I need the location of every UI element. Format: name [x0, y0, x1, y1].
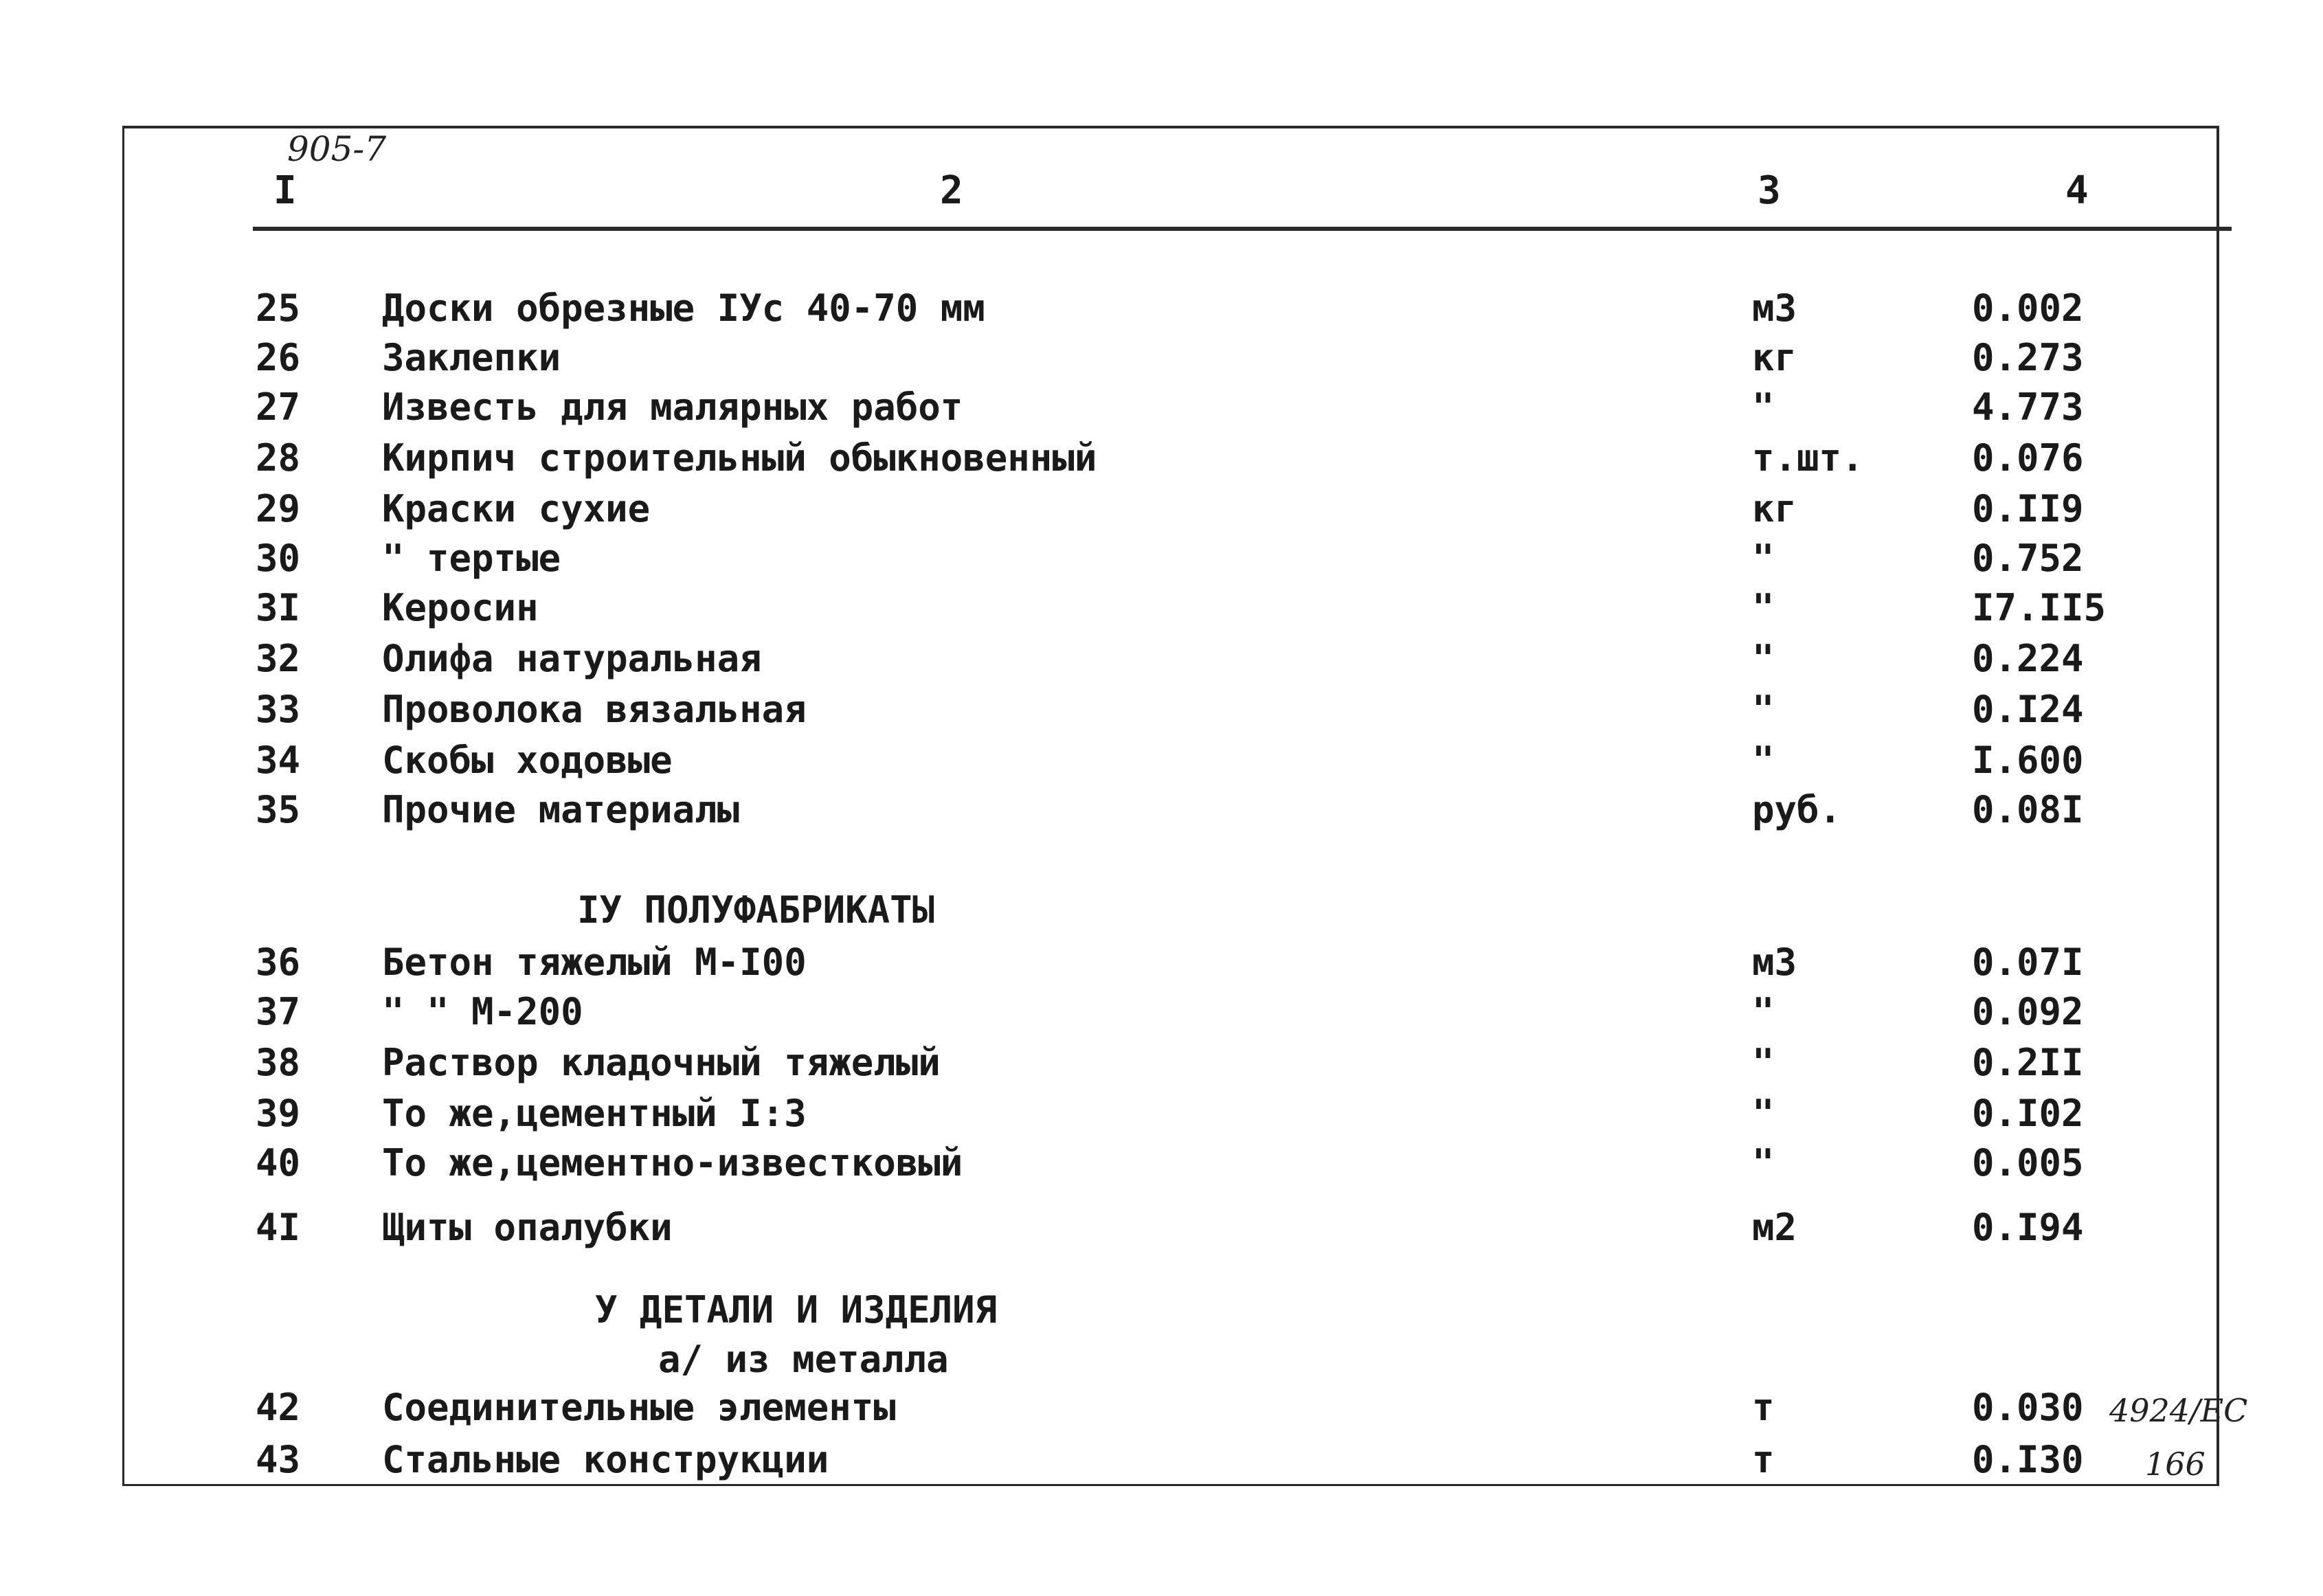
section-iv-title: IУ ПОЛУФАБРИКАТЫ	[577, 888, 935, 932]
header-col-4: 4	[2065, 168, 2089, 213]
row-unit: т	[1752, 1438, 1775, 1481]
row-unit: "	[1752, 637, 1775, 680]
row-number: 37	[256, 990, 301, 1033]
row-name: Стальные конструкции	[382, 1438, 829, 1481]
row-number: 36	[256, 941, 301, 984]
row-unit: "	[1752, 1041, 1775, 1084]
section-v-title: У ДЕТАЛИ И ИЗДЕЛИЯ	[595, 1288, 998, 1331]
header-col-1: I	[273, 168, 297, 213]
page-number: 166	[2145, 1446, 2206, 1483]
row-name: Щиты опалубки	[382, 1206, 673, 1249]
row-unit: "	[1752, 385, 1775, 429]
row-name: Проволока вязальная	[382, 688, 807, 731]
row-name: Известь для малярных работ	[382, 385, 963, 429]
row-unit: "	[1752, 1141, 1775, 1184]
row-quantity: 0.II9	[1972, 487, 2084, 530]
row-unit: т.шт.	[1752, 436, 1864, 480]
row-unit: "	[1752, 1092, 1775, 1135]
row-name: Скобы ходовые	[382, 739, 673, 782]
row-unit: "	[1752, 586, 1775, 629]
row-name: Бетон тяжелый М-I00	[382, 941, 807, 984]
row-unit: м3	[1752, 941, 1797, 984]
row-name: Керосин	[382, 586, 539, 629]
section-v-subtitle: а/ из металла	[658, 1338, 949, 1381]
row-quantity: I.600	[1972, 739, 2084, 782]
frame-bottom-line	[122, 1484, 2218, 1486]
row-name: " тертые	[382, 537, 561, 580]
row-quantity: 0.002	[1972, 286, 2084, 330]
row-quantity: 0.273	[1972, 336, 2084, 379]
row-name: Кирпич строительный обыкновенный	[382, 436, 1097, 480]
row-quantity: 0.I02	[1972, 1092, 2084, 1135]
row-quantity: 0.I94	[1972, 1206, 2084, 1249]
header-col-2: 2	[940, 168, 963, 213]
row-quantity: 0.005	[1972, 1141, 2084, 1184]
row-quantity: 0.030	[1972, 1386, 2084, 1429]
row-number: 29	[256, 487, 301, 530]
row-name: Раствор кладочный тяжелый	[382, 1041, 941, 1084]
row-number: 35	[256, 788, 301, 831]
row-unit: кг	[1752, 336, 1797, 379]
row-quantity: 0.07I	[1972, 941, 2084, 984]
row-unit: кг	[1752, 487, 1797, 530]
row-number: 28	[256, 436, 301, 480]
row-number: 3I	[256, 586, 301, 629]
row-number: 27	[256, 385, 301, 429]
row-number: 43	[256, 1438, 301, 1481]
row-name: Соединительные элементы	[382, 1386, 896, 1429]
row-quantity: 0.224	[1972, 637, 2084, 680]
row-number: 34	[256, 739, 301, 782]
row-quantity: I7.II5	[1972, 586, 2107, 629]
row-quantity: 0.2II	[1972, 1041, 2084, 1084]
sheet-mark: 4924/ЕС	[2109, 1392, 2248, 1429]
row-quantity: 0.08I	[1972, 788, 2084, 831]
frame-right-line	[2217, 126, 2219, 1486]
row-unit: м3	[1752, 286, 1797, 330]
row-name: Краски сухие	[382, 487, 651, 530]
frame-top-line	[122, 126, 2218, 128]
row-name: Доски обрезные IУс 40-70 мм	[382, 286, 985, 330]
row-quantity: 0.752	[1972, 537, 2084, 580]
row-quantity: 4.773	[1972, 385, 2084, 429]
row-name: То же,цементный I:3	[382, 1092, 807, 1135]
row-unit: м2	[1752, 1206, 1797, 1249]
row-number: 25	[256, 286, 301, 330]
frame-left-line	[122, 126, 124, 1486]
row-number: 4I	[256, 1206, 301, 1249]
row-number: 33	[256, 688, 301, 731]
row-name: Прочие материалы	[382, 788, 740, 831]
header-col-3: 3	[1758, 168, 1781, 213]
row-unit: "	[1752, 739, 1775, 782]
row-unit: "	[1752, 990, 1775, 1033]
row-unit: т	[1752, 1386, 1775, 1429]
row-number: 40	[256, 1141, 301, 1184]
row-number: 42	[256, 1386, 301, 1429]
row-name: " " М-200	[382, 990, 583, 1033]
row-name: Олифа натуральная	[382, 637, 762, 680]
row-quantity: 0.092	[1972, 990, 2084, 1033]
document-code: 905-7	[287, 129, 387, 169]
row-name: То же,цементно-известковый	[382, 1141, 963, 1184]
row-number: 30	[256, 537, 301, 580]
row-quantity: 0.076	[1972, 436, 2084, 480]
row-number: 26	[256, 336, 301, 379]
row-quantity: 0.I24	[1972, 688, 2084, 731]
row-quantity: 0.I30	[1972, 1438, 2084, 1481]
row-name: Заклепки	[382, 336, 561, 379]
row-number: 32	[256, 637, 301, 680]
row-number: 39	[256, 1092, 301, 1135]
header-rule	[253, 227, 2232, 231]
row-unit: "	[1752, 688, 1775, 731]
row-unit: "	[1752, 537, 1775, 580]
row-number: 38	[256, 1041, 301, 1084]
row-unit: руб.	[1752, 788, 1842, 831]
